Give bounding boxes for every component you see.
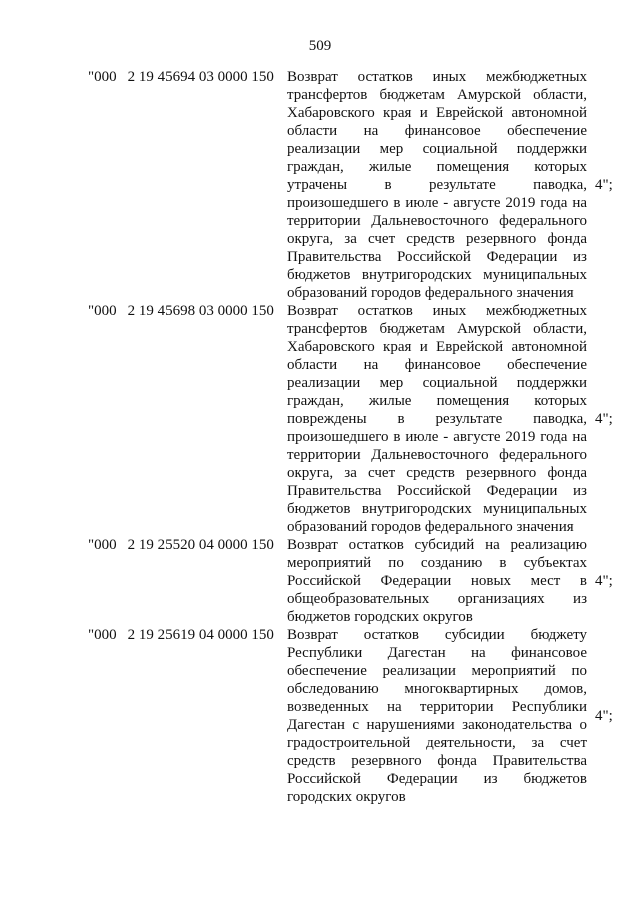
description-line: округа, за счет средств резервного фонда — [287, 231, 587, 247]
entry-prefix: "000 — [88, 303, 117, 319]
description-line: образований городов федерального значения — [287, 285, 574, 301]
description-line: обследованию многоквартирных домов, — [287, 681, 587, 697]
entry-2 — [0, 536, 640, 626]
description-line: Российской Федерации из бюджетов — [287, 771, 587, 787]
description-line: утрачены в результате паводка, — [287, 177, 587, 193]
description-line: общеобразовательных организациях из — [287, 591, 587, 607]
description-line: территории Дальневосточного федерального — [287, 447, 587, 463]
entry-suffix: 4"; — [595, 410, 613, 427]
description-line: области на финансовое обеспечение — [287, 123, 587, 139]
entry-description — [287, 536, 587, 626]
entry-description — [287, 302, 587, 536]
entry-code: 2 19 45698 03 0000 150 — [127, 303, 274, 319]
description-line: обеспечение реализации мероприятий по — [287, 663, 587, 679]
description-line: произошедшего в июле - августе 2019 года на — [287, 429, 587, 445]
description-line: средств резервного фонда Правительства — [287, 753, 587, 769]
entry-code-cell — [0, 626, 287, 806]
description-line: области на финансовое обеспечение — [287, 357, 587, 373]
description-line: граждан, жилые помещения которых — [287, 159, 587, 175]
entry-description — [287, 68, 587, 302]
description-line: Российской Федерации новых мест в — [287, 573, 587, 589]
description-line: бюджетов внутригородских муниципальных — [287, 267, 587, 283]
description-line: Возврат остатков иных межбюджетных — [287, 303, 587, 319]
description-line: мероприятий по созданию в субъектах — [287, 555, 587, 571]
description-line: территории Дальневосточного федерального — [287, 213, 587, 229]
entry-code-cell — [0, 302, 287, 536]
description-line: трансфертов бюджетам Амурской области, — [287, 321, 587, 337]
description-line: городских округов — [287, 789, 406, 805]
description-line: образований городов федерального значения — [287, 519, 574, 535]
description-line: реализации мер социальной поддержки — [287, 141, 587, 157]
description-line: произошедшего в июле - августе 2019 года на — [287, 195, 587, 211]
description-line: повреждены в результате паводка, — [287, 411, 587, 427]
description-line: возведенных на территории Республики — [287, 699, 587, 715]
description-line: Хабаровского края и Еврейской автономной — [287, 339, 587, 355]
page-number: 509 — [308, 38, 332, 54]
description-line: трансфертов бюджетам Амурской области, — [287, 87, 587, 103]
entry-code-cell — [0, 536, 287, 626]
entry-suffix: 4"; — [595, 707, 613, 724]
entry-description — [287, 626, 587, 806]
description-line: Хабаровского края и Еврейской автономной — [287, 105, 587, 121]
entry-code: 2 19 45694 03 0000 150 — [127, 69, 274, 85]
description-line: округа, за счет средств резервного фонда — [287, 465, 587, 481]
entry-suffix: 4"; — [595, 572, 613, 589]
description-line: градостроительной деятельности, за счет — [287, 735, 587, 751]
description-line: Возврат остатков иных межбюджетных — [287, 69, 587, 85]
entry-0 — [0, 68, 640, 302]
description-line: бюджетов городских округов — [287, 609, 473, 625]
classification-entries — [0, 68, 640, 806]
description-line: Дагестан с нарушениями законодательства о — [287, 717, 587, 733]
description-line: граждан, жилые помещения которых — [287, 393, 587, 409]
entry-prefix: "000 — [88, 627, 117, 643]
description-line: Правительства Российской Федерации из — [287, 483, 587, 499]
entry-prefix: "000 — [88, 69, 117, 85]
description-line: Республики Дагестан на финансовое — [287, 645, 587, 661]
entry-code: 2 19 25619 04 0000 150 — [127, 627, 274, 643]
entry-code-cell — [0, 68, 287, 302]
description-line: бюджетов внутригородских муниципальных — [287, 501, 587, 517]
description-line: Возврат остатков субсидий на реализацию — [287, 537, 587, 553]
entry-code: 2 19 25520 04 0000 150 — [127, 537, 274, 553]
description-line: Возврат остатков субсидии бюджету — [287, 627, 587, 643]
description-line: Правительства Российской Федерации из — [287, 249, 587, 265]
entry-suffix: 4"; — [595, 176, 613, 193]
entry-1 — [0, 302, 640, 536]
entry-prefix: "000 — [88, 537, 117, 553]
description-line: реализации мер социальной поддержки — [287, 375, 587, 391]
entry-3 — [0, 626, 640, 806]
